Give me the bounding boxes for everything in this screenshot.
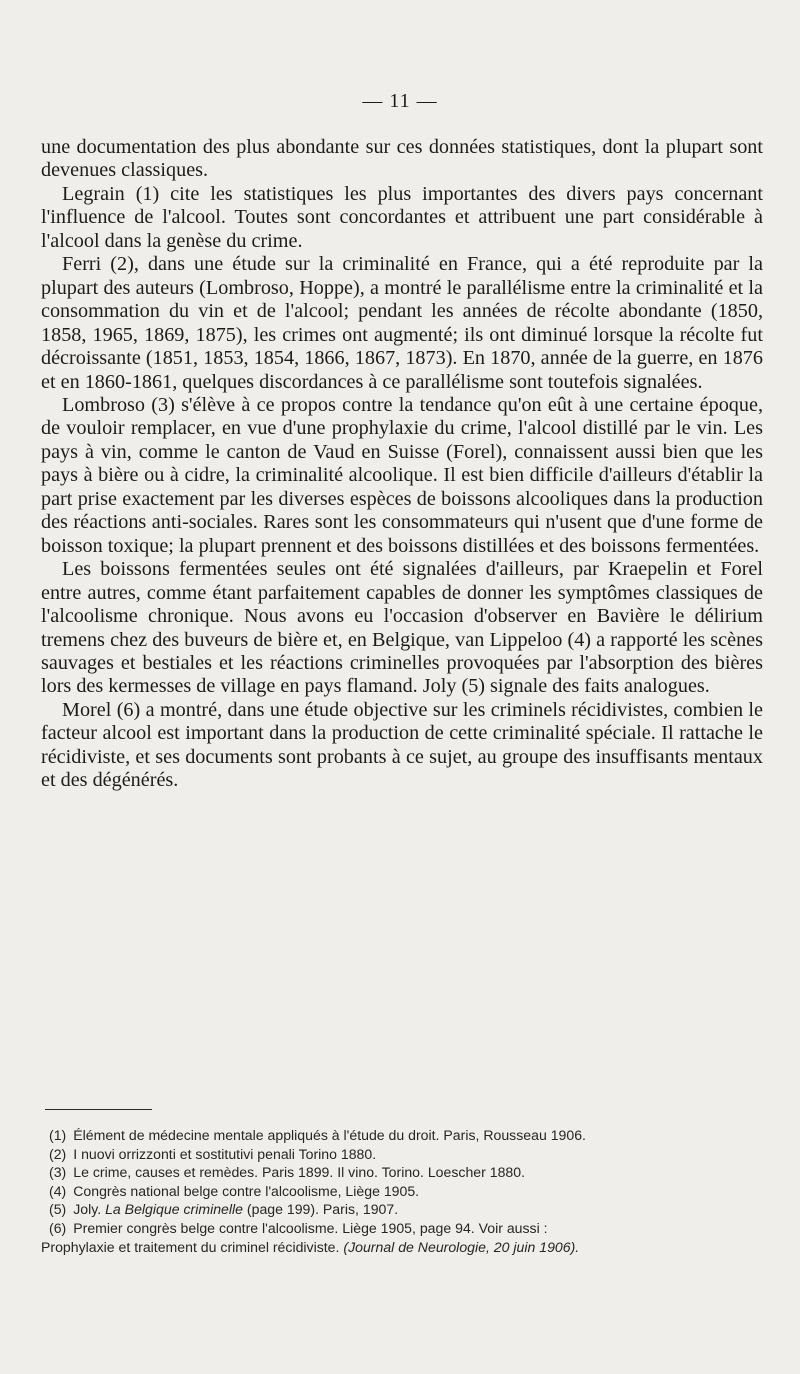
footnote-number: (6) bbox=[49, 1219, 67, 1236]
page-number: — 11 — bbox=[362, 90, 438, 112]
paragraph-6: Morel (6) a montré, dans une étude objective sur les criminels récidivistes, combien le facteur alcool est important dans la production de cette criminalité spéciale. Il rattache le récidiviste, et ses documents sont probants à ce sujet, au groupe des insuffisants mentaux et des dégénérés. bbox=[41, 698, 763, 792]
footnote-4 bbox=[41, 1182, 763, 1201]
footnote-6-continuation bbox=[41, 1238, 763, 1257]
paragraph-5: Les boissons fermentées seules ont été signalées d'ailleurs, par Kraepelin et Forel entre autres, comme étant parfaitement capables de donner les symptômes classiques de l'alcoolisme chronique. Nous avons eu l'occasion d'observer en Bavière le délirium tremens chez des buveurs de bière et, en Belgique, van Lippeloo (4) a rapporté les scènes sauvages et bestiales et les réactions criminelles provoquées par l'absorption des bières lors des kermesses de village en pays flamand. Joly (5) signale des faits analogues. bbox=[41, 558, 763, 698]
footnote-3 bbox=[41, 1163, 763, 1182]
footnote-text: Prophylaxie et traitement du criminel récidiviste. bbox=[41, 1238, 340, 1255]
footnote-number: (1) bbox=[49, 1127, 67, 1143]
paragraph-2: Legrain (1) cite les statistiques les plus importantes des divers pays concernant l'influence de l'alcool. Toutes sont concordantes et attribuent une part considérable à l'alcool dans la genèse du crime. bbox=[41, 182, 763, 252]
paragraph-3: Ferri (2), dans une étude sur la criminalité en France, qui a été reproduite par la plupart des auteurs (Lombroso, Hoppe), a montré le parallélisme entre la criminalité et la consommation du vin et de l'alcool; pendant les années de récolte abondante (1850, 1858, 1965, 1869, 1875), les crimes ont augmenté; ils ont diminué lorsque la récolte fut décroissante (1851, 1853, 1854, 1866, 1867, 1873). En 1870, année de la guerre, en 1876 et en 1860-1861, quelques discordances à ce parallélisme sont toutefois signalées. bbox=[41, 253, 763, 393]
footnote-text: Le crime, causes et remèdes. Paris 1899. Il vino. Torino. Loescher 1880. bbox=[73, 1164, 525, 1181]
footnote-separator bbox=[45, 1109, 152, 1110]
footnote-number: (4) bbox=[49, 1182, 67, 1199]
footnote-6 bbox=[41, 1219, 763, 1238]
body-text bbox=[41, 136, 763, 793]
footnote-text: Élément de médecine mentale appliqués à l'étude du droit. Paris, Rousseau 1906. bbox=[73, 1127, 586, 1143]
footnote-number: (5) bbox=[49, 1201, 67, 1218]
footnote-author: Joly. bbox=[73, 1201, 102, 1218]
footnote-number: (3) bbox=[49, 1164, 67, 1181]
footnotes bbox=[41, 1126, 763, 1256]
paragraph-4: Lombroso (3) s'élève à ce propos contre la tendance qu'on eût à une certaine époque, de vouloir remplacer, en vue d'une prophylaxie du crime, l'alcool distillé par le vin. Les pays à vin, comme le canton de Vaud en Suisse (Forel), connaissent aussi bien que les pays à bière ou à cidre, la criminalité alcoolique. Il est bien difficile d'ailleurs d'établir la part prise exactement par les diverses espèces de boissons alcooliques dans la production des réactions anti-sociales. Rares sont les consommateurs qui n'usent que d'une forme de boisson toxique; la plupart prennent et des boissons distillées et des boissons fermentées. bbox=[41, 393, 763, 557]
footnote-title: La Belgique criminelle bbox=[105, 1201, 243, 1218]
footnote-journal: (Journal de Neurologie, 20 juin 1906). bbox=[343, 1238, 580, 1255]
footnote-5 bbox=[41, 1200, 763, 1219]
paragraph-1: une documentation des plus abondante sur ces données statistiques, dont la plupart sont devenues classiques. bbox=[41, 136, 763, 182]
footnote-text: Congrès national belge contre l'alcoolisme, Liège 1905. bbox=[73, 1182, 420, 1199]
footnote-text: I nuovi orrizzonti et sostitutivi penali Torino 1880. bbox=[73, 1145, 377, 1162]
footnote-number: (2) bbox=[49, 1145, 67, 1162]
footnote-text: Premier congrès belge contre l'alcoolisme. Liège 1905, page 94. Voir aussi : bbox=[73, 1219, 548, 1236]
footnote-2 bbox=[41, 1145, 763, 1164]
footnote-text: (page 199). Paris, 1907. bbox=[246, 1201, 399, 1218]
footnote-1 bbox=[41, 1126, 763, 1145]
